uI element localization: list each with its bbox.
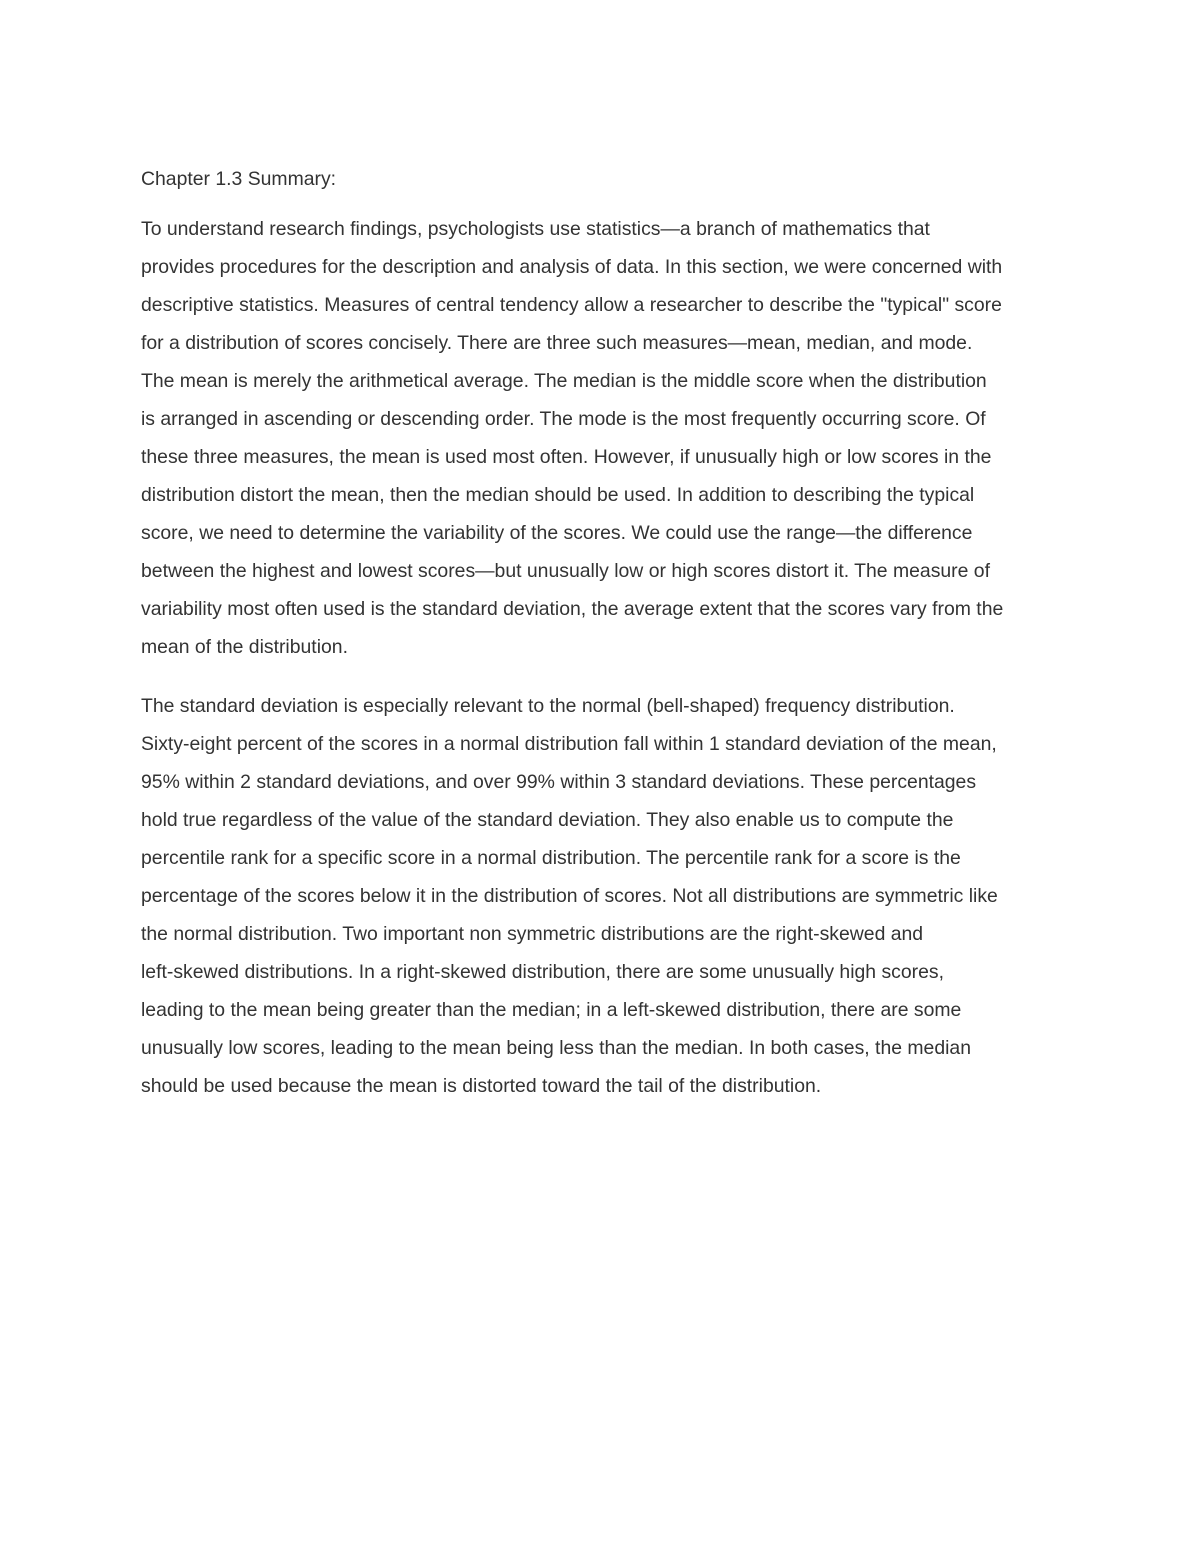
text-line: percentage of the scores below it in the distribution of scores. Not all distributions are symmetric like <box>141 885 998 907</box>
text-line: 95% within 2 standard deviations, and over 99% within 3 standard deviations. These percentages <box>141 771 977 793</box>
text-line: variability most often used is the standard deviation, the average extent that the scores vary from the <box>141 598 1004 620</box>
text-line: distribution distort the mean, then the median should be used. In addition to describing the typical <box>141 484 975 506</box>
text-line: To understand research findings, psychologists use statistics—a branch of mathematics that <box>141 218 930 240</box>
summary-paragraph-1 <box>141 210 1061 666</box>
summary-paragraph-2 <box>141 687 1061 1105</box>
text-line: The mean is merely the arithmetical average. The median is the middle score when the distribution <box>141 370 987 392</box>
text-line: percentile rank for a specific score in a normal distribution. The percentile rank for a score is the <box>141 847 961 869</box>
text-line: mean of the distribution. <box>141 636 348 658</box>
text-line: unusually low scores, leading to the mean being less than the median. In both cases, the median <box>141 1037 972 1059</box>
text-line: the normal distribution. Two important non symmetric distributions are the right-skewed and <box>141 923 924 945</box>
text-line: Sixty-eight percent of the scores in a normal distribution fall within 1 standard deviation of the mean, <box>141 733 997 755</box>
text-line: for a distribution of scores concisely. There are three such measures—mean, median, and mode. <box>141 332 973 354</box>
text-line: leading to the mean being greater than the median; in a left-skewed distribution, there are some <box>141 999 962 1021</box>
text-line: The standard deviation is especially relevant to the normal (bell-shaped) frequency distribution. <box>141 695 955 717</box>
text-line: between the highest and lowest scores—but unusually low or high scores distort it. The measure of <box>141 560 990 582</box>
text-line: hold true regardless of the value of the standard deviation. They also enable us to compute the <box>141 809 954 831</box>
text-line: score, we need to determine the variability of the scores. We could use the range—the difference <box>141 522 973 544</box>
text-line: these three measures, the mean is used most often. However, if unusually high or low scores in the <box>141 446 992 468</box>
text-line: left-skewed distributions. In a right-skewed distribution, there are some unusually high scores, <box>141 961 944 983</box>
text-line: descriptive statistics. Measures of central tendency allow a researcher to describe the "typical" score <box>141 294 1002 316</box>
text-line: provides procedures for the description and analysis of data. In this section, we were concerned with <box>141 256 1003 278</box>
text-line: is arranged in ascending or descending order. The mode is the most frequently occurring score. Of <box>141 408 986 430</box>
chapter-heading: Chapter 1.3 Summary: <box>141 168 337 190</box>
text-line: should be used because the mean is distorted toward the tail of the distribution. <box>141 1075 822 1097</box>
document-body <box>141 160 1061 1126</box>
